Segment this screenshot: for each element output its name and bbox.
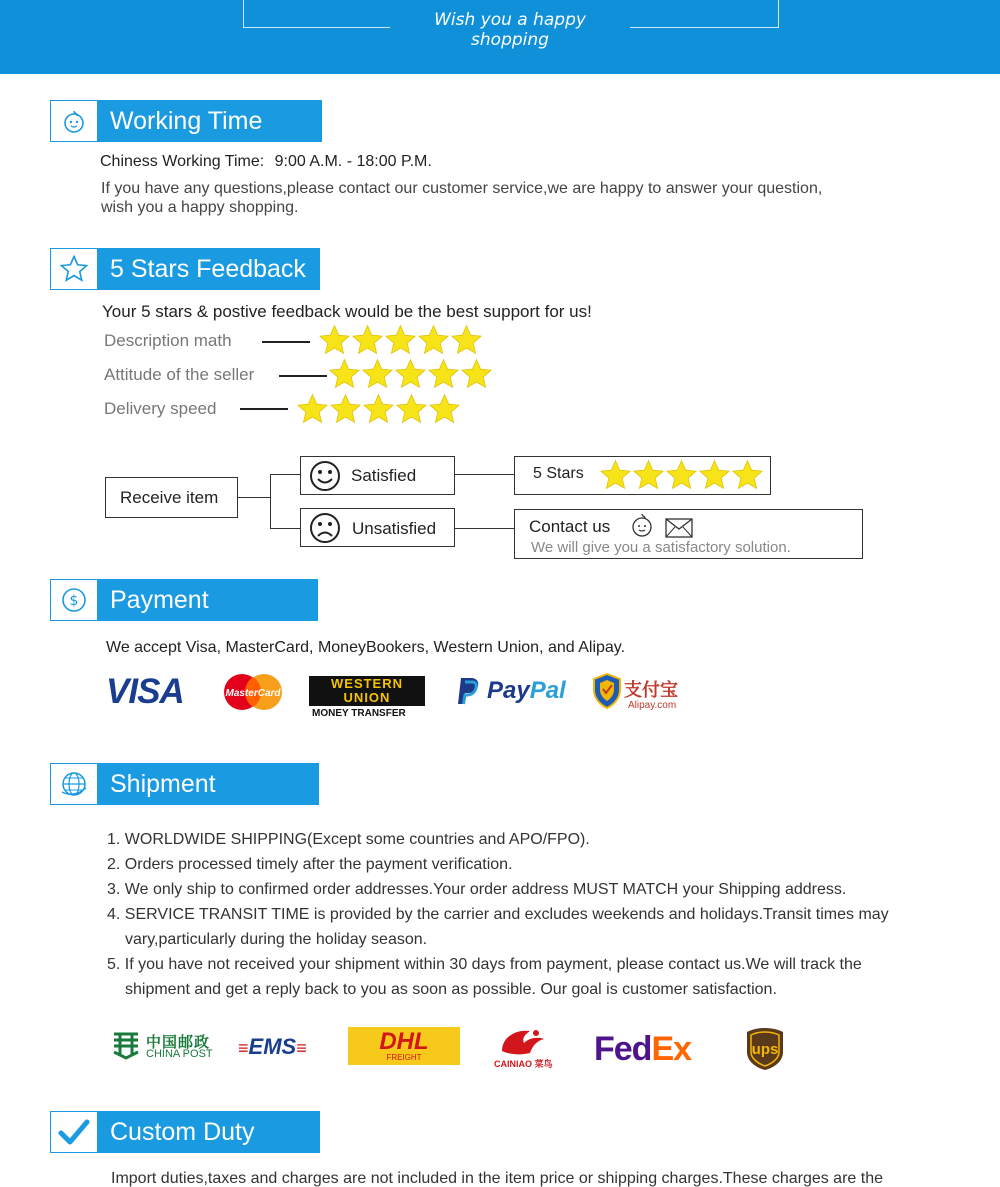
- receive-item-box: [105, 477, 238, 518]
- payment-header: [50, 579, 318, 621]
- list-text: SERVICE TRANSIT TIME is provided by the carrier and excludes weekends and holidays.Transit times may: [124, 906, 889, 923]
- dollar-coin-icon: [50, 579, 98, 621]
- smiley-icon: [50, 100, 98, 142]
- satisfied-box: [300, 456, 455, 495]
- working-hours: [100, 153, 432, 171]
- alipay-shield-icon: [591, 672, 623, 710]
- payment-text: We accept Visa, MasterCard, MoneyBookers, Western Union, and Alipay.: [106, 639, 626, 656]
- envelope-icon[interactable]: [665, 518, 693, 538]
- rating-label: Attitude of the seller: [104, 365, 255, 384]
- list-item: [107, 902, 889, 927]
- star-icon: [632, 459, 665, 491]
- list-text: If you have not received your shipment within 30 days from payment, please contact us.We will track the: [124, 956, 862, 973]
- star-icon: [328, 358, 361, 390]
- list-number: 2.: [107, 856, 121, 873]
- cainiao-text: CAINIAO 菜鸟: [494, 1059, 553, 1069]
- list-item: [107, 852, 513, 877]
- working-hours-label: Chiness Working Time:: [100, 153, 265, 170]
- rating-connector: [279, 375, 327, 377]
- section-title: Shipment: [98, 763, 319, 805]
- paypal-pal: Pal: [529, 677, 566, 704]
- flow-line: [455, 528, 514, 529]
- globe-icon: [50, 763, 98, 805]
- rating-connector: [240, 408, 288, 410]
- wu-line2: UNION: [343, 690, 391, 705]
- cainiao-bird-icon: [496, 1025, 548, 1057]
- china-post-emblem-icon: [110, 1030, 142, 1060]
- star-icon: [698, 459, 731, 491]
- rating-label: Description math: [104, 331, 232, 350]
- flow-line: [270, 474, 271, 529]
- mastercard-text: MasterCard: [225, 688, 281, 699]
- flow-line: [238, 497, 270, 498]
- list-text: WORLDWIDE SHIPPING(Except some countries and APO/FPO).: [124, 831, 590, 848]
- star-icon: [351, 324, 384, 356]
- star-icon: [361, 358, 394, 390]
- list-item-continued: vary,particularly during the holiday season.: [125, 931, 428, 948]
- feedback-headline: Your 5 stars & postive feedback would be the best support for us!: [102, 302, 592, 321]
- section-title: Working Time: [98, 100, 322, 142]
- list-text: Orders processed timely after the payment verification.: [124, 856, 513, 873]
- svg-text:$: $: [69, 593, 79, 609]
- banner-text: Wish you a happy shopping: [390, 10, 630, 50]
- section-title: 5 Stars Feedback: [98, 248, 320, 290]
- unsatisfied-box: [300, 508, 455, 547]
- list-item: [107, 877, 846, 902]
- rating-stars: [296, 393, 461, 425]
- custom-duty-text: Import duties,taxes and charges are not included in the item price or shipping charges.These charges are the: [111, 1170, 883, 1187]
- wu-subtitle: MONEY TRANSFER: [312, 708, 406, 719]
- satisfied-label: Satisfied: [351, 466, 417, 485]
- list-number: 4.: [107, 906, 121, 923]
- star-icon: [296, 393, 329, 425]
- top-banner: [0, 0, 1000, 74]
- list-item: [107, 827, 590, 852]
- alipay-english: Alipay.com: [628, 700, 677, 711]
- five-stars-label: 5 Stars: [533, 465, 584, 482]
- visa-logo: VISA: [106, 672, 184, 711]
- star-icon: [395, 393, 428, 425]
- star-icon: [329, 393, 362, 425]
- list-item-continued: shipment and get a reply back to you as soon as possible. Our goal is customer satisfaction.: [125, 981, 777, 998]
- working-text-line1: If you have any questions,please contact our customer service,we are happy to answer your question,: [101, 180, 823, 197]
- rating-connector: [262, 341, 310, 343]
- smiley-icon: [629, 512, 655, 538]
- china-post-cn: 中国邮政: [146, 1034, 211, 1051]
- paypal-p-icon: [457, 676, 481, 706]
- star-icon: [384, 324, 417, 356]
- ups-text: ups: [751, 1041, 779, 1058]
- custom-duty-header: [50, 1111, 320, 1153]
- flow-line: [270, 528, 301, 529]
- receive-item-label: Receive item: [120, 488, 219, 507]
- star-icon: [427, 358, 460, 390]
- mastercard-logo: [222, 672, 284, 712]
- feedback-header: [50, 248, 320, 290]
- star-icon: [450, 324, 483, 356]
- star-outline-icon: [50, 248, 98, 290]
- rating-label: Delivery speed: [104, 399, 217, 418]
- list-number: 1.: [107, 831, 121, 848]
- section-title: Custom Duty: [98, 1111, 320, 1153]
- working-time-header: [50, 100, 322, 142]
- list-item: [107, 952, 862, 977]
- fedex-ex: Ex: [651, 1030, 692, 1068]
- dhl-logo: [348, 1027, 460, 1065]
- star-icon: [362, 393, 395, 425]
- star-icon: [665, 459, 698, 491]
- western-union-logo: [309, 676, 425, 706]
- contact-box: [514, 509, 863, 559]
- checkmark-icon: [50, 1111, 98, 1153]
- list-number: 3.: [107, 881, 121, 898]
- star-icon: [599, 459, 632, 491]
- ups-shield-logo: [745, 1026, 785, 1072]
- ems-logo: ≡EMS≡: [238, 1034, 307, 1059]
- list-number: 5.: [107, 956, 121, 973]
- happy-face-icon: [309, 460, 341, 492]
- star-icon: [318, 324, 351, 356]
- dhl-sub: FREIGHT: [386, 1052, 422, 1062]
- unsatisfied-label: Unsatisfied: [352, 519, 437, 538]
- star-icon: [417, 324, 450, 356]
- contact-label[interactable]: Contact us: [529, 517, 611, 536]
- five-stars-box: [514, 456, 771, 495]
- list-text: We only ship to confirmed order addresses.Your order address MUST MATCH your Shipping address.: [124, 881, 847, 898]
- alipay-chinese: 支付宝: [624, 680, 678, 700]
- shipment-header: [50, 763, 319, 805]
- working-hours-value: 9:00 A.M. - 18:00 P.M.: [274, 153, 432, 170]
- rating-stars: [328, 358, 493, 390]
- section-title: Payment: [98, 579, 318, 621]
- five-stars-row: [599, 459, 764, 491]
- dhl-text: DHL: [379, 1027, 429, 1055]
- paypal-pay: Pay: [487, 677, 530, 704]
- working-text-line2: wish you a happy shopping.: [101, 199, 299, 216]
- paypal-logo: [457, 676, 566, 706]
- star-icon: [460, 358, 493, 390]
- star-icon: [428, 393, 461, 425]
- sad-face-icon: [309, 512, 341, 544]
- wu-line1: WESTERN: [331, 676, 403, 691]
- solution-text: We will give you a satisfactory solution.: [531, 539, 791, 556]
- flow-line: [455, 474, 514, 475]
- star-icon: [394, 358, 427, 390]
- star-icon: [731, 459, 764, 491]
- fedex-fed: Fed: [594, 1030, 652, 1068]
- rating-stars: [318, 324, 483, 356]
- paypal-text: [487, 677, 566, 705]
- fedex-logo: [594, 1030, 691, 1069]
- flow-line: [270, 474, 301, 475]
- ems-text: EMS: [248, 1034, 297, 1059]
- china-post-en: CHINA POST: [146, 1048, 213, 1060]
